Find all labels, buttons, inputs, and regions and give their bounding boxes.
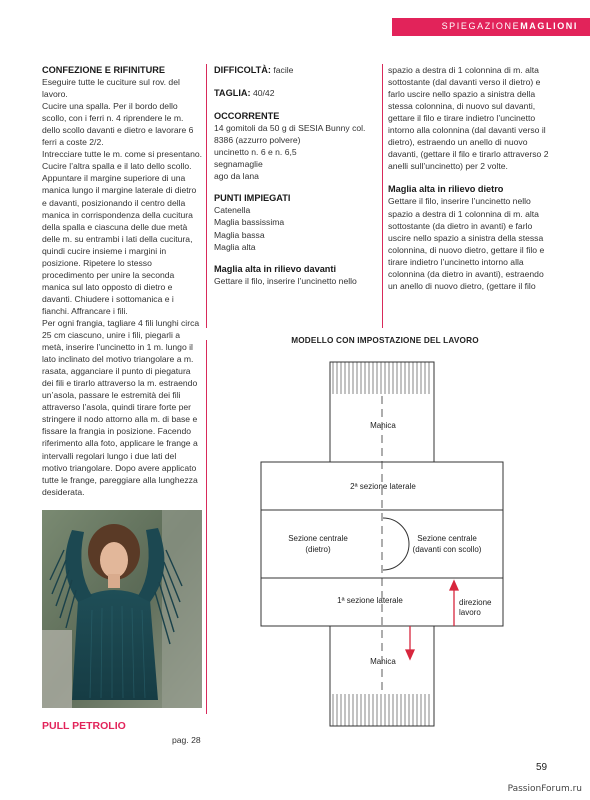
header-bar: [392, 18, 590, 36]
side-section-2: [261, 462, 503, 510]
direction-arrow-up: [450, 581, 458, 626]
stitches-heading: PUNTI IMPIEGATI: [214, 193, 291, 204]
needed-item: ago da lana: [214, 171, 259, 182]
body-paragraph: Intrecciare tutte le m. come si presentano.: [42, 149, 203, 160]
label-center-front-sub: (davanti con scollo): [412, 545, 482, 554]
page-number: 59: [536, 762, 548, 773]
stitch-item: Maglia alta: [214, 241, 256, 252]
body-paragraph: Cucire una spalla. Per il bordo dello scollo, con i ferri n. 4 riprendere le m. dello scollo davanti e dietro e lavorare 6 ferri a coste 2/2.: [42, 101, 194, 148]
side-section-1: [261, 578, 503, 626]
front-post-text-continued: spazio a destra di 1 colonnina di m. alta sottostante (dal davanti verso il dietro) e farlo uscire nello spazio a sinistra della stessa colonnina, di nuovo sul davanti, gettare il filo e tirare indietro l’uncinetto intorno alla colonnina (dal davanti verso il dietro), estraendo un anello di nuovo davanti, (gettare il filo e tirarlo attraverso 2 anelli sull’uncinetto) per 2 volte.: [388, 65, 549, 172]
body-paragraph: Appuntare il margine superiore di una manica lungo il margine laterale di dietro e davanti, posizionando il centro della manica in corrispondenza della cucitura della spalla e ciascuna delle due metà delle m. su entrambi i lati della cucitura, quindi cucire insieme i margini in posizione. Ripetere lo stesso procedimento per unire la seconda manica sul lato opposto di dietro e davanti. Chiudere i sottomanica e i fianchi. Affrancare i fili.: [42, 173, 197, 316]
column-divider: [206, 64, 207, 328]
ribbing-bottom: [333, 694, 429, 726]
sleeve-top: [330, 362, 434, 462]
watermark: PassionForum.ru: [507, 784, 582, 794]
photo-title: PULL PETROLIO: [42, 720, 126, 732]
body-paragraph: Cucire l’altra spalla e il lato dello scollo.: [42, 161, 192, 172]
stitch-item: Maglia bassissima: [214, 217, 285, 228]
ribbing-top: [333, 362, 429, 394]
sleeve-bottom: [330, 626, 434, 726]
header-title: SPIEGAZIONEMAGLIONI: [441, 21, 578, 31]
needed-item: 14 gomitoli da 50 g di SESIA Bunny col. 8386 (azzurro polvere): [214, 123, 366, 146]
section-heading: CONFEZIONE E RIFINITURE: [42, 65, 166, 75]
photo-page-ref: pag. 28: [172, 735, 201, 745]
direction-arrow-down: [406, 626, 414, 659]
label-side-2: 2ª sezione laterale: [350, 482, 416, 491]
body-paragraph: Per ogni frangia, tagliare 4 fili lunghi circa 25 cm ciascuno, unire i fili, piegarli a metà, inserire l’uncinetto in 1 m. lungo il lato inclinato del motivo triangolare a m. rasata, agganciare il punto di piegatura dei fili e tirarlo attraverso la m. estraendo un’asola, passare le estremità dei fili attraverso l’asola, quindi tirare forte per stringere il nodo attorno alla m. di base e fissare la frangia in posizione. Facendo riferimento alla foto, applicare le frange a intervalli regolari lungo i due lati del motivo triangolare. Dopo avere applicato tutte le frange, pareggiare alla lunghezza desiderata.: [42, 317, 200, 497]
difficulty-value: facile: [270, 65, 294, 75]
label-sleeve-top: Manica: [370, 421, 396, 430]
label-center-back: Sezione centrale: [288, 534, 348, 543]
label-direction: direzione: [459, 598, 492, 607]
materials-column: [214, 64, 378, 287]
body-paragraph: Eseguire tutte le cuciture sul rov. del lavoro.: [42, 77, 180, 100]
center-section: [261, 510, 503, 578]
label-sleeve-bottom: Manica: [370, 657, 396, 666]
label-center-front: Sezione centrale: [417, 534, 477, 543]
needed-item: uncinetto n. 6 e n. 6,5: [214, 147, 297, 158]
column-divider: [382, 64, 383, 328]
back-post-text: Gettare il filo, inserire l’uncinetto nello spazio a destra di 1 colonnina di m. alta sottostante (da dietro in avanti) e farlo uscire nello spazio a sinistra della stessa colonnina, di nuovo dietro, gettare il filo e tirare indietro l’uncinetto intorno alla colonnina (da dietro in avanti), estraendo un anello di nuovo dietro, (gettare il filo: [388, 196, 545, 291]
size-value: 40/42: [250, 88, 275, 99]
stitch-item: Maglia bassa: [214, 229, 265, 240]
front-post-heading: Maglia alta in rilievo davanti: [214, 263, 337, 274]
difficulty-label: DIFFICOLTÀ:: [214, 65, 271, 75]
label-center-back-sub: (dietro): [305, 545, 331, 554]
label-direction-sub: lavoro: [459, 608, 481, 617]
label-side-1: 1ª sezione laterale: [337, 596, 403, 605]
stitches-column: [388, 64, 550, 292]
needed-item: segnamaglie: [214, 159, 263, 170]
back-post-heading: Maglia alta in rilievo dietro: [388, 184, 504, 195]
diagram-title: MODELLO CON IMPOSTAZIONE DEL LAVORO: [291, 336, 479, 345]
neckline: [383, 518, 409, 570]
stitch-item: Catenella: [214, 205, 251, 216]
finishing-column: [42, 64, 202, 498]
column-divider: [206, 340, 207, 714]
needed-heading: OCCORRENTE: [214, 111, 280, 122]
front-post-text: Gettare il filo, inserire l’uncinetto nello: [214, 275, 357, 286]
model-photo: [42, 510, 202, 708]
size-label: TAGLIA:: [214, 88, 251, 99]
